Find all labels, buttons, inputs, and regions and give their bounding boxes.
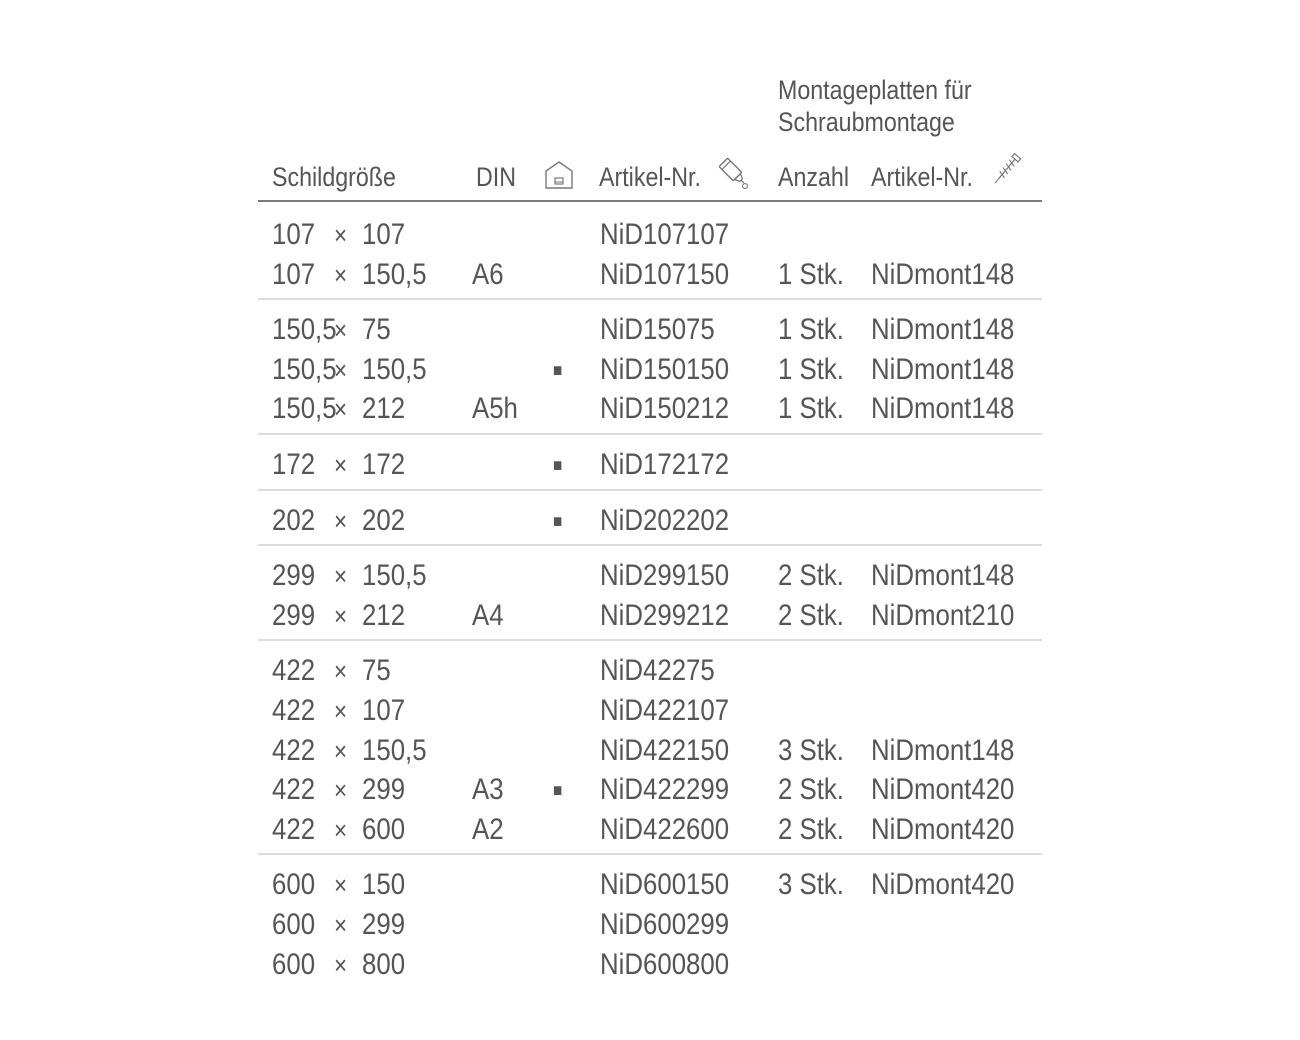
mount-article-number: NiDmont148 bbox=[871, 257, 1015, 291]
article-number: NiD600299 bbox=[600, 907, 730, 941]
article-number: NiD107107 bbox=[600, 218, 730, 251]
table-row bbox=[258, 501, 1042, 541]
size-times: × bbox=[334, 505, 348, 536]
table-row bbox=[258, 389, 1042, 429]
size-height: 150,5 bbox=[362, 352, 427, 386]
mount-quantity: 1 Stk. bbox=[778, 257, 844, 291]
size-times: × bbox=[334, 775, 348, 806]
column-header-mount-article: Artikel-Nr. bbox=[871, 162, 973, 192]
mount-article-number: NiDmont148 bbox=[871, 352, 1015, 386]
outdoor-marker: ■ bbox=[553, 780, 563, 801]
table-row-group bbox=[258, 300, 1042, 435]
mount-article-number: NiDmont148 bbox=[871, 559, 1015, 593]
din-format: A5h bbox=[472, 392, 518, 426]
mounting-plates-title-line2: Schraubmontage bbox=[778, 107, 955, 137]
table-row bbox=[258, 445, 1042, 485]
size-width: 150,5 bbox=[272, 352, 337, 386]
size-height: 299 bbox=[362, 773, 406, 807]
table-row bbox=[258, 865, 1042, 905]
size-height: 150,5 bbox=[362, 257, 427, 291]
article-number: NiD422600 bbox=[600, 812, 730, 846]
table-row-group bbox=[258, 855, 1042, 988]
article-number: NiD299212 bbox=[600, 598, 730, 632]
size-width: 422 bbox=[272, 654, 316, 688]
size-width: 202 bbox=[272, 503, 316, 537]
mount-article-number: NiDmont420 bbox=[871, 773, 1015, 807]
table-row-group bbox=[258, 435, 1042, 491]
size-times: × bbox=[334, 259, 348, 290]
mount-quantity: 3 Stk. bbox=[778, 868, 844, 902]
size-width: 600 bbox=[272, 907, 316, 941]
size-width: 422 bbox=[272, 693, 316, 727]
column-header-size: Schildgröße bbox=[272, 162, 396, 192]
mount-quantity: 2 Stk. bbox=[778, 598, 844, 632]
house-outline-icon bbox=[544, 160, 574, 190]
article-number: NiD15075 bbox=[600, 313, 715, 347]
mount-quantity: 1 Stk. bbox=[778, 352, 844, 386]
size-times: × bbox=[334, 909, 348, 940]
size-width: 422 bbox=[272, 773, 316, 807]
size-width: 299 bbox=[272, 559, 316, 593]
size-times: × bbox=[334, 870, 348, 901]
size-times: × bbox=[334, 220, 348, 250]
article-number: NiD202202 bbox=[600, 503, 730, 537]
column-header-din: DIN bbox=[476, 162, 516, 192]
article-number: NiD172172 bbox=[600, 447, 730, 481]
din-format: A3 bbox=[472, 773, 504, 807]
table-header-row bbox=[258, 158, 1042, 200]
article-number: NiD600800 bbox=[600, 947, 730, 981]
size-times: × bbox=[334, 561, 348, 592]
mount-article-number: NiDmont420 bbox=[871, 868, 1015, 902]
table-row bbox=[258, 945, 1042, 985]
din-format: A4 bbox=[472, 598, 504, 632]
size-height: 212 bbox=[362, 392, 406, 426]
screw-icon bbox=[988, 150, 1024, 190]
size-height: 150,5 bbox=[362, 559, 427, 593]
article-number: NiD422299 bbox=[600, 773, 730, 807]
size-height: 150 bbox=[362, 868, 406, 902]
din-format: A2 bbox=[472, 812, 504, 846]
glue-tube-icon bbox=[716, 154, 752, 192]
size-width: 422 bbox=[272, 733, 316, 767]
size-width: 150,5 bbox=[272, 392, 337, 426]
table-row bbox=[258, 596, 1042, 636]
size-height: 172 bbox=[362, 447, 406, 481]
size-width: 299 bbox=[272, 598, 316, 632]
size-width: 107 bbox=[272, 218, 316, 251]
size-times: × bbox=[334, 394, 348, 425]
article-number: NiD150212 bbox=[600, 392, 730, 426]
size-width: 422 bbox=[272, 812, 316, 846]
size-times: × bbox=[334, 656, 348, 687]
size-times: × bbox=[334, 354, 348, 385]
mount-quantity: 1 Stk. bbox=[778, 313, 844, 347]
size-width: 600 bbox=[272, 868, 316, 902]
article-number: NiD422107 bbox=[600, 693, 730, 727]
outdoor-marker: ■ bbox=[553, 510, 563, 531]
table-row-group bbox=[258, 546, 1042, 641]
article-number: NiD107150 bbox=[600, 257, 730, 291]
header-rule bbox=[454, 200, 1042, 202]
column-header-article: Artikel-Nr. bbox=[599, 162, 701, 192]
table-row bbox=[258, 255, 1042, 295]
mount-article-number: NiDmont210 bbox=[871, 598, 1015, 632]
size-width: 600 bbox=[272, 947, 316, 981]
size-width: 150,5 bbox=[272, 313, 337, 347]
table-body bbox=[258, 205, 1042, 988]
size-height: 107 bbox=[362, 218, 406, 251]
article-number: NiD600150 bbox=[600, 868, 730, 902]
size-width: 107 bbox=[272, 257, 316, 291]
size-times: × bbox=[334, 315, 348, 346]
table-row bbox=[258, 651, 1042, 691]
article-number: NiD150150 bbox=[600, 352, 730, 386]
mount-quantity: 1 Stk. bbox=[778, 392, 844, 426]
mount-quantity: 2 Stk. bbox=[778, 773, 844, 807]
mount-article-number: NiDmont148 bbox=[871, 392, 1015, 426]
size-height: 75 bbox=[362, 313, 391, 347]
size-width: 172 bbox=[272, 447, 316, 481]
header-rule-size bbox=[258, 200, 454, 202]
size-times: × bbox=[334, 949, 348, 980]
mounting-plates-title-line1: Montageplatten für bbox=[778, 75, 972, 105]
mount-quantity: 2 Stk. bbox=[778, 812, 844, 846]
mount-quantity: 2 Stk. bbox=[778, 559, 844, 593]
table-row bbox=[258, 310, 1042, 350]
table-row-group bbox=[258, 205, 1042, 300]
mount-article-number: NiDmont148 bbox=[871, 313, 1015, 347]
table-row bbox=[258, 691, 1042, 731]
size-times: × bbox=[334, 695, 348, 726]
outdoor-marker: ■ bbox=[553, 359, 563, 380]
din-format: A6 bbox=[472, 257, 504, 291]
table-row bbox=[258, 215, 1042, 255]
table-row bbox=[258, 810, 1042, 850]
size-times: × bbox=[334, 600, 348, 631]
column-header-quantity: Anzahl bbox=[778, 162, 850, 192]
article-number: NiD299150 bbox=[600, 559, 730, 593]
table-row-group bbox=[258, 491, 1042, 547]
size-height: 600 bbox=[362, 812, 406, 846]
table-row bbox=[258, 731, 1042, 771]
size-height: 202 bbox=[362, 503, 406, 537]
mounting-plates-group-header bbox=[778, 74, 1002, 138]
table-row bbox=[258, 770, 1042, 810]
size-times: × bbox=[334, 735, 348, 766]
table-row bbox=[258, 556, 1042, 596]
mount-article-number: NiDmont420 bbox=[871, 812, 1015, 846]
size-height: 107 bbox=[362, 693, 406, 727]
size-times: × bbox=[334, 814, 348, 845]
article-number: NiD422150 bbox=[600, 733, 730, 767]
table-row bbox=[258, 350, 1042, 390]
table-row bbox=[258, 905, 1042, 945]
size-times: × bbox=[334, 449, 348, 480]
table-row-group bbox=[258, 641, 1042, 855]
size-height: 75 bbox=[362, 654, 391, 688]
size-height: 212 bbox=[362, 598, 406, 632]
mount-article-number: NiDmont148 bbox=[871, 733, 1015, 767]
article-number: NiD42275 bbox=[600, 654, 715, 688]
size-height: 299 bbox=[362, 907, 406, 941]
size-height: 150,5 bbox=[362, 733, 427, 767]
outdoor-marker: ■ bbox=[553, 454, 563, 475]
mount-quantity: 3 Stk. bbox=[778, 733, 844, 767]
size-height: 800 bbox=[362, 947, 406, 981]
